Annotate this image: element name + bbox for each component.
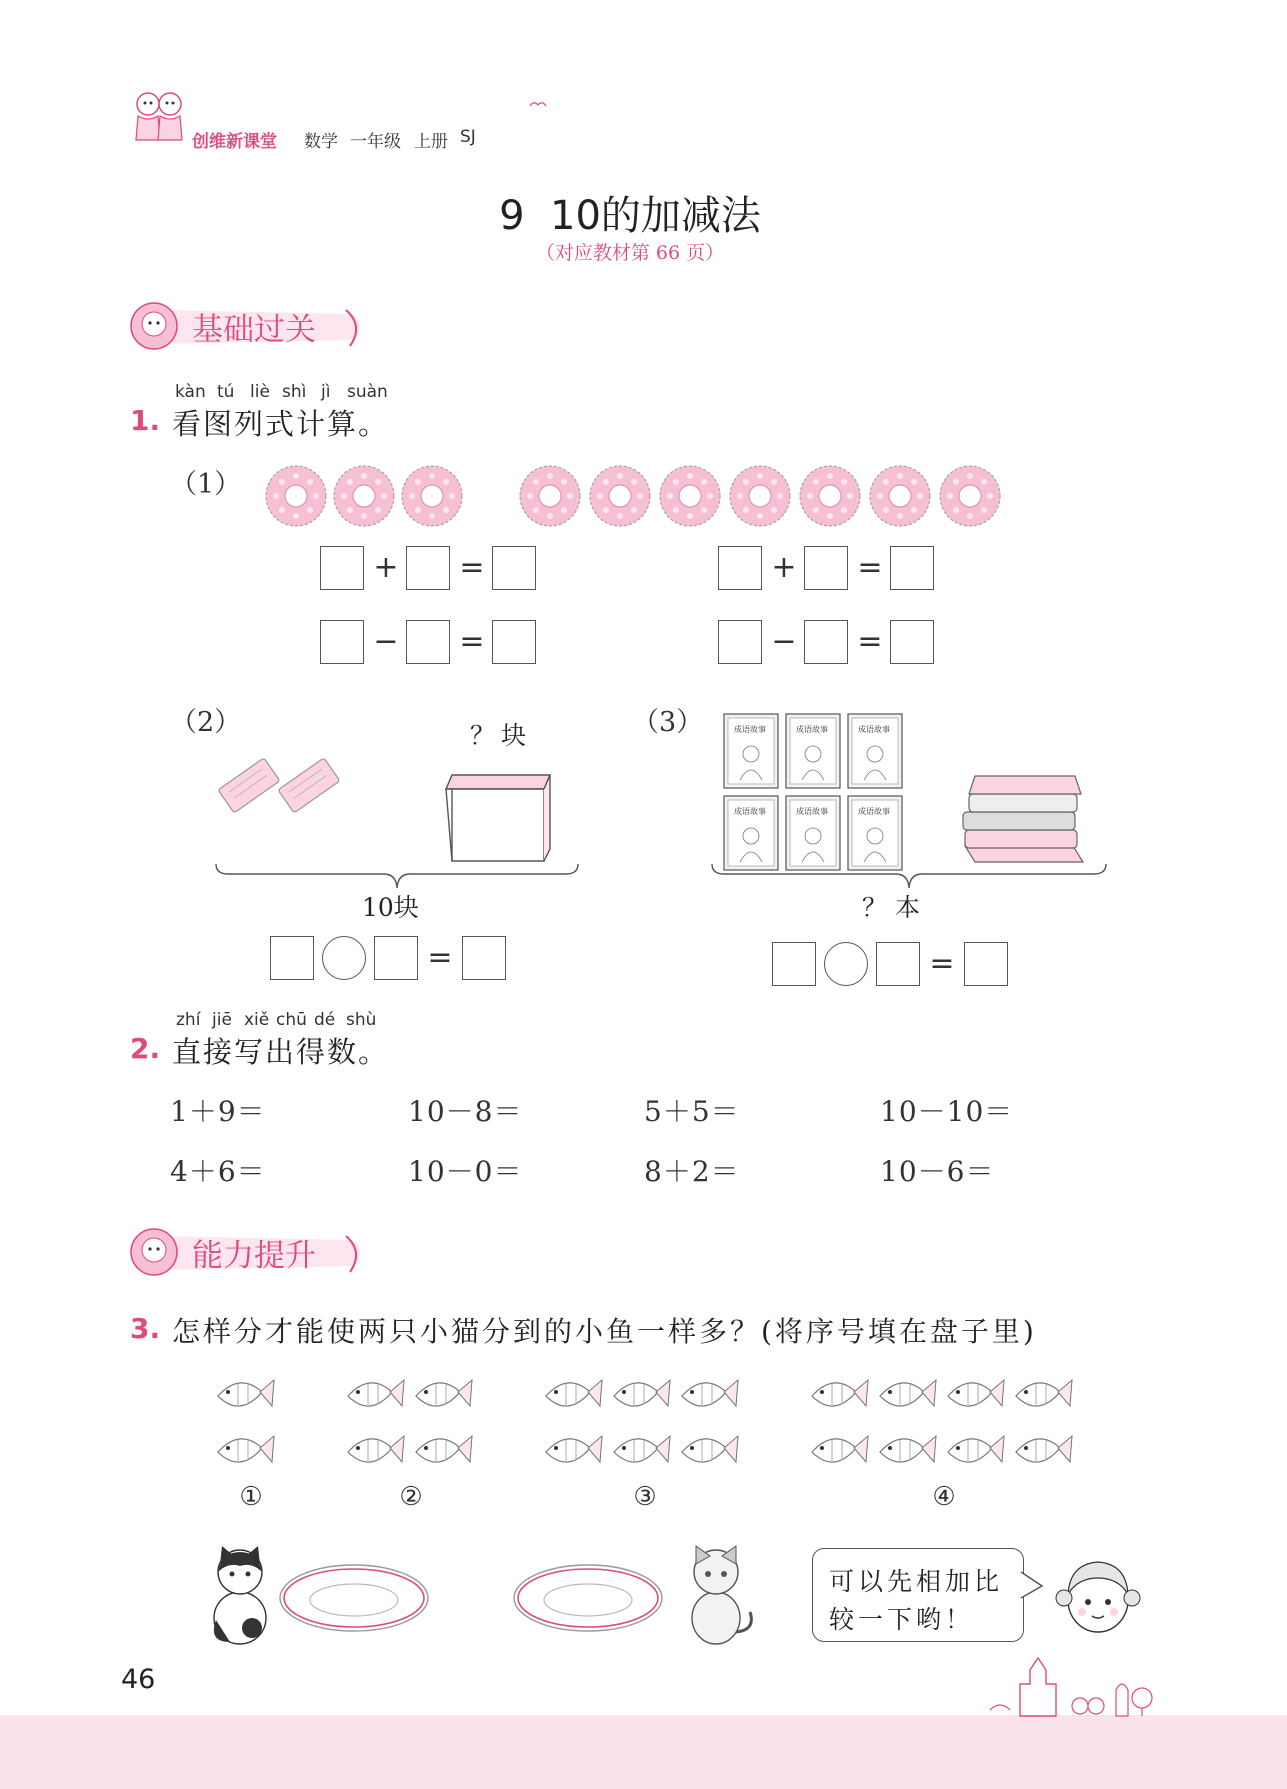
answer-box[interactable] bbox=[492, 620, 536, 664]
minus-sign: − bbox=[771, 624, 797, 659]
children-mascot-icon bbox=[128, 88, 190, 150]
fish-icon bbox=[880, 1436, 936, 1462]
pinyin-syllable: jì bbox=[321, 382, 331, 402]
q3-number: 3. bbox=[130, 1312, 161, 1345]
donut-icon bbox=[334, 466, 394, 526]
plate-left[interactable] bbox=[276, 1560, 432, 1636]
fish-icon bbox=[682, 1380, 738, 1406]
fish-icon bbox=[614, 1436, 670, 1462]
equals-sign: = bbox=[929, 946, 955, 981]
equals-sign: = bbox=[427, 940, 453, 975]
donut-icon bbox=[800, 466, 860, 526]
hint-line-2: 较一下哟！ bbox=[829, 1605, 975, 1634]
pinyin-syllable: jiē bbox=[212, 1010, 232, 1030]
pinyin-syllable: xiě bbox=[244, 1010, 270, 1030]
mental-math-item: 5＋5＝ bbox=[644, 1095, 740, 1128]
fish-icon bbox=[1016, 1380, 1072, 1406]
castle-doodle-icon bbox=[990, 1650, 1170, 1718]
answer-box[interactable] bbox=[718, 546, 762, 590]
q1-instruction: 看图列式计算。 bbox=[172, 407, 390, 441]
donut-row bbox=[250, 462, 1010, 532]
storybooks-grid-icon bbox=[720, 710, 910, 875]
storybook-icon bbox=[848, 796, 902, 870]
fish-icon bbox=[348, 1380, 404, 1406]
answer-box[interactable] bbox=[718, 620, 762, 664]
fish-icon bbox=[416, 1436, 472, 1462]
mental-math-item: 10－6＝ bbox=[880, 1155, 995, 1188]
black-white-cat-icon bbox=[200, 1542, 280, 1647]
svg-text:成语故事: 成语故事 bbox=[734, 807, 766, 816]
plus-sign: + bbox=[771, 550, 797, 585]
svg-text:成语故事: 成语故事 bbox=[796, 725, 828, 734]
hint-speech-bubble bbox=[812, 1548, 1024, 1642]
answer-box[interactable] bbox=[406, 620, 450, 664]
donut-icon bbox=[402, 466, 462, 526]
page-title: 9 10的加减法 bbox=[499, 193, 761, 239]
group-label: ④ bbox=[932, 1482, 956, 1512]
group-label: ③ bbox=[633, 1482, 657, 1512]
answer-box[interactable] bbox=[492, 546, 536, 590]
fish-icon bbox=[546, 1436, 602, 1462]
speech-bubble-tail bbox=[1020, 1566, 1044, 1606]
plus-sign: + bbox=[373, 550, 399, 585]
donut-icon bbox=[660, 466, 720, 526]
operator-circle[interactable] bbox=[824, 942, 868, 986]
mental-math-item: 10－8＝ bbox=[408, 1095, 523, 1128]
fish-icon bbox=[348, 1436, 404, 1462]
q1-part1-label: （1） bbox=[170, 469, 242, 500]
unknown-blocks-label: ？块 bbox=[470, 721, 533, 750]
answer-box[interactable] bbox=[270, 936, 314, 980]
answer-box[interactable] bbox=[804, 620, 848, 664]
pinyin-syllable: tú bbox=[217, 382, 235, 402]
mental-math-item: 10－0＝ bbox=[408, 1155, 523, 1188]
storybook-icon bbox=[786, 714, 840, 788]
answer-box[interactable] bbox=[320, 546, 364, 590]
fish-groups bbox=[210, 1362, 1090, 1482]
section-banner-basic bbox=[128, 300, 368, 350]
fish-icon bbox=[880, 1380, 936, 1406]
answer-box[interactable] bbox=[374, 936, 418, 980]
storybook-icon bbox=[848, 714, 902, 788]
eraser-pair-icon bbox=[210, 755, 350, 855]
donut-icon bbox=[520, 466, 580, 526]
unknown-books-label: ？本 bbox=[862, 893, 929, 922]
pinyin-syllable: shù bbox=[346, 1010, 377, 1030]
svg-text:成语故事: 成语故事 bbox=[858, 725, 890, 734]
section-banner-ability bbox=[128, 1226, 368, 1276]
answer-box[interactable] bbox=[964, 942, 1008, 986]
donut-icon bbox=[940, 466, 1000, 526]
footer-band bbox=[0, 1715, 1287, 1789]
q1-part2-label: （2） bbox=[170, 707, 242, 738]
donut-icon bbox=[590, 466, 650, 526]
bird-doodle-icon bbox=[528, 98, 548, 112]
minus-sign: − bbox=[373, 624, 399, 659]
q1-number: 1. bbox=[130, 404, 161, 437]
fish-icon bbox=[812, 1380, 868, 1406]
gift-box-icon bbox=[440, 755, 560, 865]
equals-sign: = bbox=[459, 550, 485, 585]
pinyin-syllable: dé bbox=[314, 1010, 336, 1030]
section-title-basic: 基础过关 bbox=[192, 312, 316, 348]
total-blocks-label: 10块 bbox=[362, 893, 419, 922]
fish-icon bbox=[682, 1436, 738, 1462]
pinyin-syllable: liè bbox=[250, 382, 270, 402]
svg-text:成语故事: 成语故事 bbox=[734, 725, 766, 734]
plate-right[interactable] bbox=[510, 1560, 666, 1636]
answer-box[interactable] bbox=[890, 620, 934, 664]
equals-sign: = bbox=[857, 550, 883, 585]
storybook-icon bbox=[786, 796, 840, 870]
fish-icon bbox=[1016, 1436, 1072, 1462]
mental-math-item: 10－10＝ bbox=[880, 1095, 1014, 1128]
header-volume: 上册 bbox=[414, 132, 448, 152]
q3-instruction: 怎样分才能使两只小猫分到的小鱼一样多？(将序号填在盘子里) bbox=[172, 1315, 1037, 1348]
textbook-reference: （对应教材第 66 页） bbox=[535, 242, 725, 264]
header-grade: 一年级 bbox=[350, 132, 401, 152]
donut-icon bbox=[266, 466, 326, 526]
book-stack-icon bbox=[955, 762, 1095, 872]
answer-box[interactable] bbox=[804, 546, 848, 590]
answer-box[interactable] bbox=[890, 546, 934, 590]
q1-part3-label: （3） bbox=[632, 707, 704, 738]
fish-icon bbox=[614, 1380, 670, 1406]
pinyin-syllable: suàn bbox=[347, 382, 388, 402]
pinyin-syllable: shì bbox=[282, 382, 307, 402]
group-label: ① bbox=[239, 1482, 263, 1512]
grey-cat-icon bbox=[676, 1542, 756, 1647]
answer-box[interactable] bbox=[772, 942, 816, 986]
fish-icon bbox=[812, 1436, 868, 1462]
hint-line-1: 可以先相加比 bbox=[829, 1567, 1004, 1596]
fish-icon bbox=[948, 1380, 1004, 1406]
storybook-icon bbox=[724, 714, 778, 788]
answer-box[interactable] bbox=[462, 936, 506, 980]
header-subject: 数学 bbox=[304, 132, 338, 152]
pinyin-syllable: chū bbox=[276, 1010, 307, 1030]
mental-math-item: 4＋6＝ bbox=[170, 1155, 266, 1188]
section-title-ability: 能力提升 bbox=[192, 1238, 316, 1274]
operator-circle[interactable] bbox=[322, 936, 366, 980]
pinyin-syllable: kàn bbox=[175, 382, 206, 402]
fish-icon bbox=[218, 1436, 274, 1462]
mental-math-item: 8＋2＝ bbox=[644, 1155, 740, 1188]
equals-sign: = bbox=[459, 624, 485, 659]
donut-icon bbox=[870, 466, 930, 526]
group-label: ② bbox=[399, 1482, 423, 1512]
q2-instruction: 直接写出得数。 bbox=[172, 1035, 390, 1069]
svg-text:成语故事: 成语故事 bbox=[858, 807, 890, 816]
pinyin-syllable: zhí bbox=[176, 1010, 201, 1030]
mental-math-item: 1＋9＝ bbox=[170, 1095, 266, 1128]
fish-icon bbox=[416, 1380, 472, 1406]
fish-icon bbox=[948, 1436, 1004, 1462]
equals-sign: = bbox=[857, 624, 883, 659]
page-number: 46 bbox=[121, 1664, 156, 1695]
storybook-icon bbox=[724, 796, 778, 870]
q2-number: 2. bbox=[130, 1032, 161, 1065]
fish-icon bbox=[218, 1380, 274, 1406]
donut-icon bbox=[730, 466, 790, 526]
fish-icon bbox=[546, 1380, 602, 1406]
answer-box[interactable] bbox=[406, 546, 450, 590]
header-brand: 创维新课堂 bbox=[192, 132, 277, 152]
girl-helper-icon bbox=[1052, 1548, 1142, 1648]
header-edition: SJ bbox=[460, 127, 476, 147]
answer-box[interactable] bbox=[876, 942, 920, 986]
answer-box[interactable] bbox=[320, 620, 364, 664]
svg-text:成语故事: 成语故事 bbox=[796, 807, 828, 816]
